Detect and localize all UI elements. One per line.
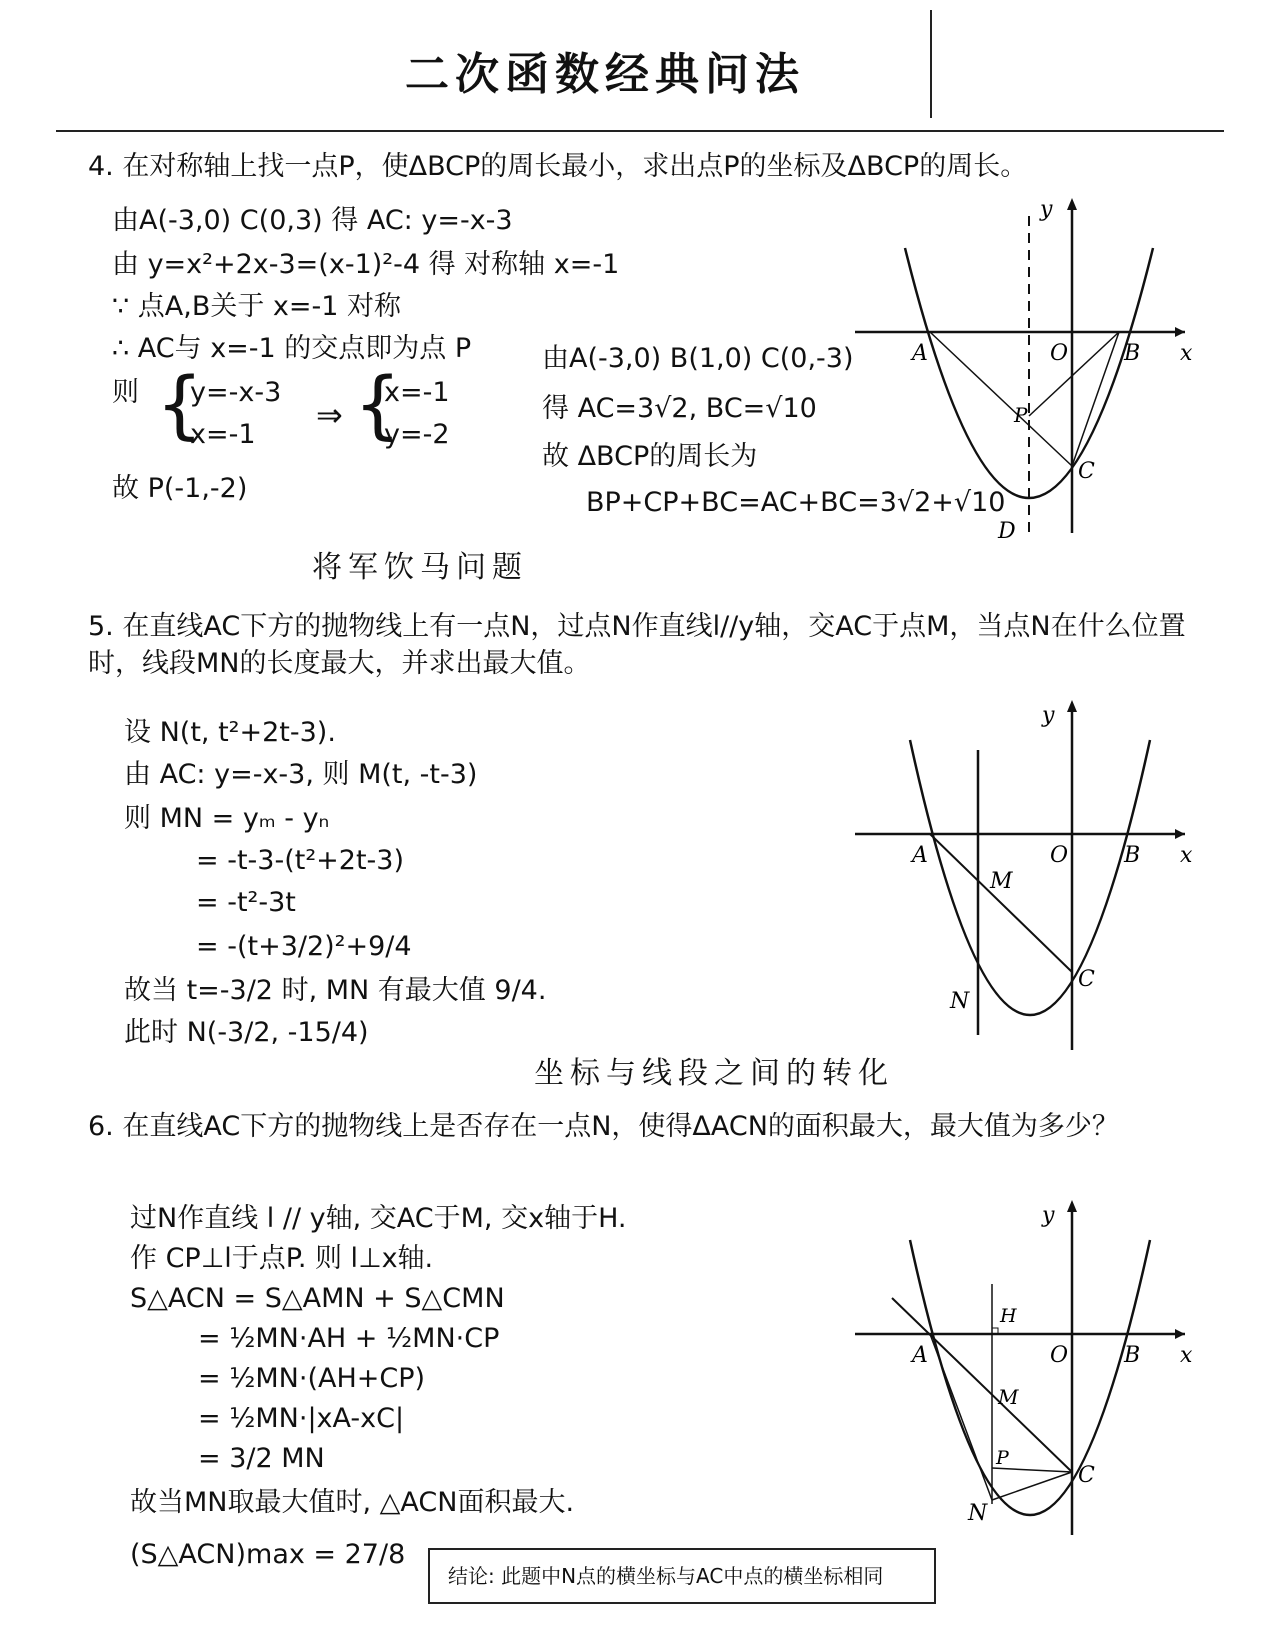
label-c: C <box>1078 459 1095 484</box>
q6-question: 6. 在直线AC下方的抛物线上是否存在一点N，使得ΔACN的面积最大，最大值为多少？ <box>88 1111 1119 1142</box>
q5-graph <box>850 700 1210 1050</box>
title-underline <box>56 130 1224 132</box>
q4-brace-1: { <box>156 362 204 448</box>
q5-step-7: 故当 t=-3/2 时, MN 有最大值 9/4. <box>124 975 547 1006</box>
label-y: y <box>1042 1203 1055 1228</box>
label-o: O <box>1050 843 1069 868</box>
q6-step-5: = ½MN·(AH+CP) <box>198 1363 426 1394</box>
q5-step-5: = -t²-3t <box>196 887 296 918</box>
q5-step-3: 则 MN = yₘ - yₙ <box>124 803 330 834</box>
q6-step-8: 故当MN取最大值时, △ACN面积最大. <box>130 1487 575 1518</box>
label-a: A <box>912 843 928 868</box>
q5-step-1: 设 N(t, t²+2t-3). <box>124 717 336 748</box>
x-axis-arrow-icon <box>1175 1329 1185 1339</box>
label-x: x <box>1180 1343 1193 1368</box>
q5-step-4: = -t-3-(t²+2t-3) <box>196 845 404 876</box>
q4-implies-arrow: ⇒ <box>316 396 343 434</box>
q5-step-6: = -(t+3/2)²+9/4 <box>196 931 412 962</box>
q4-note: 将军饮马问题 <box>312 550 528 585</box>
line-ac <box>892 1298 1072 1472</box>
conclusion-box: 结论: 此题中N点的横坐标与AC中点的横坐标相同 <box>428 1548 936 1604</box>
label-b: B <box>1124 843 1141 868</box>
q5-question: 5. 在直线AC下方的抛物线上有一点N，过点N作直线l//y轴，交AC于点M，当点N在什么位置时，线段MN的长度最大，并求出最大值。 <box>88 611 1186 679</box>
page-title: 二次函数经典问法 <box>405 49 805 100</box>
q4-step-1: 由A(-3,0) C(0,3) 得 AC: y=-x-3 <box>112 205 513 236</box>
q4-right-4: BP+CP+BC=AC+BC=3√2+√10 <box>586 487 1006 518</box>
label-b: B <box>1124 341 1141 366</box>
q4-system2-eq1: x=-1 <box>384 377 450 408</box>
label-o: O <box>1050 341 1069 366</box>
header-divider <box>930 10 932 118</box>
q5-note: 坐标与线段之间的转化 <box>534 1056 894 1091</box>
label-m: M <box>990 869 1013 894</box>
q6-graph <box>850 1200 1210 1540</box>
x-axis-arrow-icon <box>1175 829 1185 839</box>
q5-step-8: 此时 N(-3/2, -15/4) <box>124 1017 369 1048</box>
q6-step-3: S△ACN = S△AMN + S△CMN <box>130 1283 505 1314</box>
q4-right-1: 由A(-3,0) B(1,0) C(0,-3) <box>542 343 854 374</box>
label-b: B <box>1124 1343 1141 1368</box>
q6-step-9: (S△ACN)max = 27/8 <box>130 1539 406 1570</box>
x-axis-arrow-icon <box>1175 327 1185 337</box>
label-y: y <box>1042 703 1055 728</box>
q4-then: 则 <box>112 377 139 408</box>
q4-step-4: ∴ AC与 x=-1 的交点即为点 P <box>112 333 472 364</box>
parabola <box>910 740 1150 1015</box>
y-axis-arrow-icon <box>1067 198 1077 210</box>
label-d: D <box>998 519 1016 544</box>
label-m: M <box>998 1385 1019 1409</box>
q4-system2-eq2: y=-2 <box>384 419 450 450</box>
segment-cb <box>1072 332 1119 466</box>
q4-right-2: 得 AC=3√2, BC=√10 <box>542 393 817 424</box>
q4-system1-eq2: x=-1 <box>190 419 256 450</box>
segment-an <box>930 1334 992 1500</box>
q4-result: 故 P(-1,-2) <box>112 473 248 504</box>
q4-brace-2: { <box>354 362 402 448</box>
q6-step-6: = ½MN·|xA-xC| <box>198 1403 405 1434</box>
label-n: N <box>968 1501 988 1526</box>
label-c: C <box>1078 967 1095 992</box>
label-n: N <box>950 989 970 1014</box>
label-a: A <box>912 1343 928 1368</box>
q5-step-2: 由 AC: y=-x-3, 则 M(t, -t-3) <box>124 759 478 790</box>
q6-step-7: = 3/2 MN <box>198 1443 325 1474</box>
q4-right-3: 故 ΔBCP的周长为 <box>542 441 758 472</box>
q4-system1-eq1: y=-x-3 <box>190 377 282 408</box>
label-p: P <box>996 1447 1009 1469</box>
y-axis-arrow-icon <box>1067 1200 1077 1212</box>
q4-graph <box>850 198 1210 548</box>
label-x: x <box>1180 341 1193 366</box>
q6-step-2: 作 CP⊥l于点P. 则 l⊥x轴. <box>130 1243 434 1274</box>
q4-step-2: 由 y=x²+2x-3=(x-1)²-4 得 对称轴 x=-1 <box>112 249 620 280</box>
q6-step-1: 过N作直线 l // y轴, 交AC于M, 交x轴于H. <box>130 1203 627 1234</box>
label-o: O <box>1050 1343 1069 1368</box>
label-y: y <box>1040 198 1053 222</box>
q6-step-4: = ½MN·AH + ½MN·CP <box>198 1323 500 1354</box>
label-h: H <box>1000 1305 1017 1327</box>
q4-question: 4. 在对称轴上找一点P，使ΔBCP的周长最小，求出点P的坐标及ΔBCP的周长。 <box>88 151 1028 182</box>
label-a: A <box>912 341 928 366</box>
segment-nc <box>992 1472 1072 1500</box>
label-x: x <box>1180 843 1193 868</box>
y-axis-arrow-icon <box>1067 700 1077 712</box>
q4-step-3: ∵ 点A,B关于 x=-1 对称 <box>112 291 402 322</box>
label-p: P <box>1014 403 1028 427</box>
label-c: C <box>1078 1463 1095 1488</box>
